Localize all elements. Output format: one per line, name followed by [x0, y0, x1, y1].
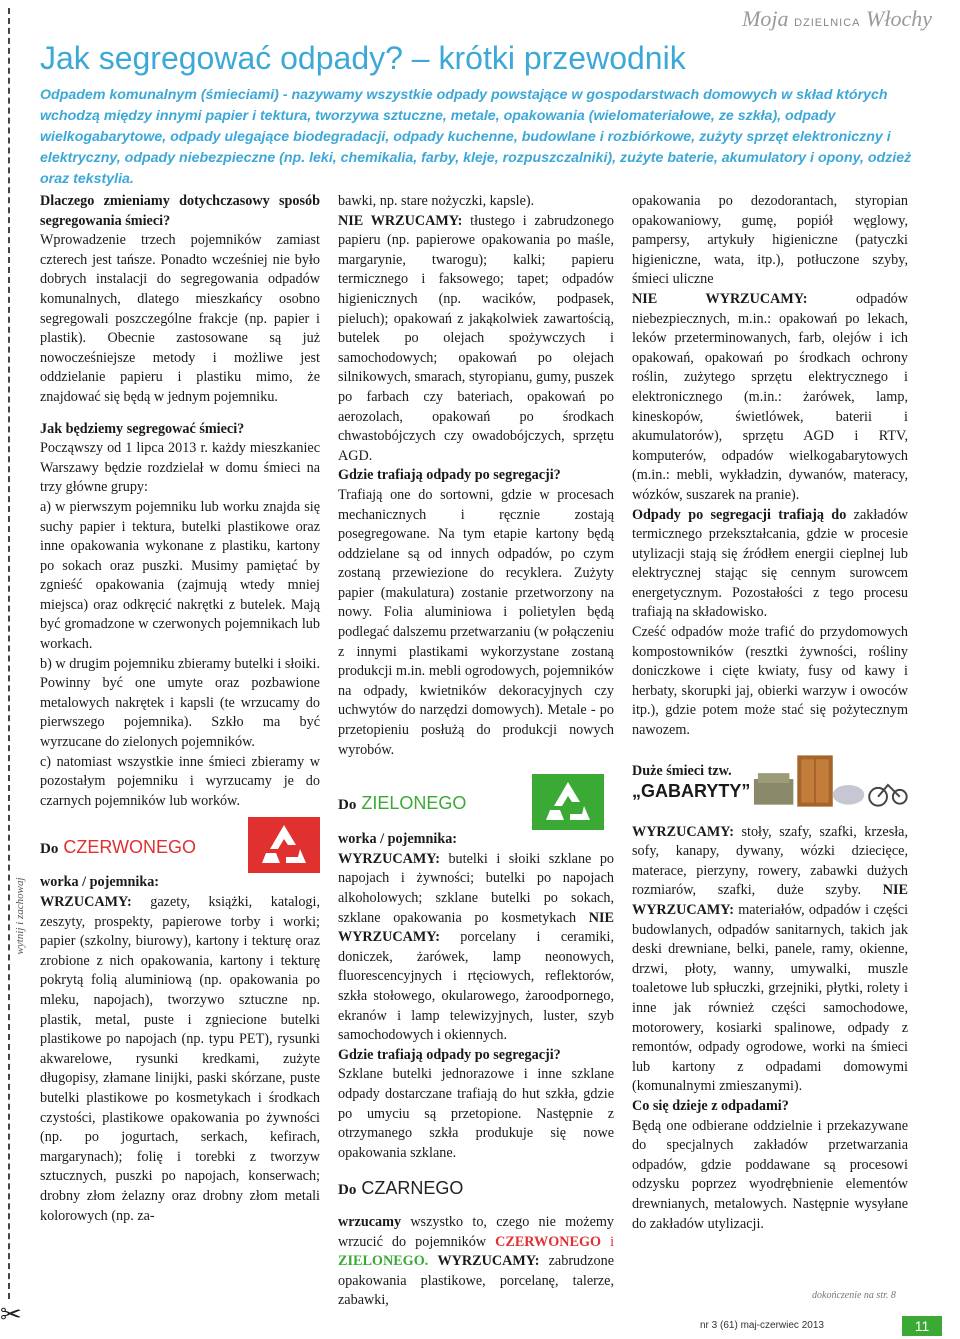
paragraph: Odpady po segregacji trafiają do zakładów termicznego przekształcania, gdzie w procesie utylizacji stają się źródłem energii cieplnej lub elektrycznej stając się cennym surowcem energetycznym. Pozostałości z tego procesu trafiają na składowisko.: [632, 506, 909, 621]
paragraph: a) w pierwszym pojemniku lub worku znajda się suchy papier i tektura, butelki plastikowe oraz inne opakowania wykonane z plastiku, kartony po sokach oraz puszki. Musimy pamiętać by zgnieść opakowania (zajmują wtedy mniej miejsca) oraz odkręcić nakrętki z butelek. Mają być gromadzone w czerwonych pojemnikach lub workach.: [40, 498, 320, 653]
bin-subheading: worka / pojemnika:: [338, 831, 458, 848]
scissors-icon: ✂: [0, 1300, 22, 1329]
gabaryty-heading: „GABARYTY”: [632, 780, 751, 801]
paragraph: Cześć odpadów może trafić do przydomowych kompostowników (resztki żywności, rośliny doniczkowe i cięte kwiaty, fusy od kawy i herbaty, skorupki jaj, obierki warzyw i owoców itp.), gdzie potem może stać się pożytecznym nawozem.: [632, 624, 908, 739]
paragraph: Szklane butelki jednorazowe i inne szklane odpady dostarczane trafiają do hut szkła, gdzie po umyciu są przetopione. Następnie z otrzymanego szkła produkuje się nowe opakowania szklane.: [338, 1066, 614, 1161]
bulky-waste-icon: [750, 753, 908, 811]
paragraph: Wprowadzenie trzech pojemników zamiast czterech jest tańsze. Ponadto wcześniej nie było dobrych instalacji do segregowania odpadów komunalnych, dlatego mieszkańcy osobno segregowali poszczególne frakcje (np. papier i plastik). Obecnie zastosowane są już nowocześniejsze metody i możliwe jest oddzielanie papieru i plastiku mimo, że znajdować się będą w jednym pojemniku.: [40, 232, 320, 405]
black-bin-heading: Do CZARNEGO: [338, 1178, 464, 1199]
column-2: [338, 192, 614, 1311]
paragraph: b) w drugim pojemniku zbieramy butelki i słoiki. Powinny być one umyte oraz pozbawione metalowych nakrętek i kapsli (te wrzucamy do pierwszego pojemnika). Szkło ma być wyrzucane do zielonych pojemników.: [40, 655, 320, 751]
paragraph: WYRZUCAMY: butelki i słoiki szklane po napojach i żywności; butelki po napojach alkoholowych; szklane butelki po sokach, szklane opakowania po kosmetykach NIE WYRZUCAMY: porcelany i ceramiki, doniczek, żarówek, lamp neonowych, fluorescencyjnych i rtęciowych, reflektorów, szkła stołowego, okularowego, żaroodpornego, ekranów i lamp telewizyjnych, luster, szyb samochodowych i okiennych.: [338, 850, 615, 1044]
red-bin-heading: Do CZERWONEGO: [40, 836, 197, 857]
column-1: [40, 192, 320, 1226]
question-heading: Dlaczego zmieniamy dotychczasowy sposób segregowania śmieci?: [40, 193, 320, 229]
question-heading: Co się dzieje z odpadami?: [632, 1097, 789, 1114]
column-3: [632, 192, 908, 1234]
masthead-dzielnica: DZIELNICA: [794, 17, 861, 29]
question-heading: Jak będziemy segregować śmieci?: [40, 420, 245, 437]
paragraph: bawki, np. stare nożyczki, kapsle).: [338, 193, 535, 209]
recycle-icon: [532, 774, 604, 830]
question-heading: Gdzie trafiają odpady po segregacji?: [338, 467, 561, 484]
page-number: 11: [902, 1316, 942, 1336]
issue-number: nr 3 (61) maj-czerwiec 2013: [700, 1320, 824, 1331]
paragraph: WYRZUCAMY: stoły, szafy, szafki, krzesła, sofy, kanapy, dywany, wózki dziecięce, materace, pierzyny, rowery, zabawki dużych rozmiarów, szafki, duże szyby. NIE WYRZUCAMY: materiałów, odpadów i części budowlanych, odpadów sanitarnych, takich jak deski drewniane, belki, panele, ramy, okienne, drzwi, płoty, wanny, umywalki, muszle toaletowe lub spłuczki, grzejniki, płytki, rolety i inne jak również części samochodowe, motorowery, kosiarki spalinowe, odpady z remontów, odpady ogrodowe, worki na śmieci lub kartony z odpadami domowymi (komunalnymi zmieszanymi).: [632, 823, 909, 1095]
paragraph: opakowania po dezodorantach, styropian opakowaniowy, gumę, popiół węglowy, pampersy, artykuły higieniczne (patyczki higieniczne, wata, itp.), potłuczone szyby, śmieci uliczne: [632, 193, 908, 288]
paragraph: Trafiają one do sortowni, gdzie w procesach mechanicznych i ręcznie zostają posegregowane. Na tym etapie kartony będą oddzielane są od innych odpadów, po czym zostaną przewiezione do recyklera. Zużyty papier (makulatura) zostanie przetworzony na nowy. Folia aluminiowa i polietylen będą podlegać dalszemu przetwarzaniu (w połączeniu z innymi plastikami wykorzystane zostaną produkcji m.in. mebli ogrodowych, pojemników na odpady, kwietników dekoracyjnych czy uchwytów do narzędzi domowych). Metale - po przetopieniu posłużą do produkcji nowych wyrobów.: [338, 486, 614, 758]
paragraph: Począwszy od 1 lipca 2013 r. każdy mieszkaniec Warszawy będzie rozdzielał w domu śmieci na trzy główne grupy:: [40, 440, 320, 496]
paragraph: wrzucamy wszystko to, czego nie możemy wrzucić do pojemników CZERWONEGO i ZIELONEGO. WYRZUCAMY: zabrudzone opakowania plastikowe, porcelanę, talerze, zabawki,: [338, 1213, 615, 1309]
continued-note: dokończenie na str. 8: [812, 1290, 896, 1301]
masthead-wlochy: Włochy: [866, 6, 932, 31]
recycle-icon: [248, 817, 320, 873]
question-heading: Gdzie trafiają odpady po segregacji?: [338, 1046, 561, 1063]
paragraph: NIE WRZUCAMY: tłustego i zabrudzonego papieru (np. papierowe opakowania po maśle, margarynie, twarogu); kalki; papieru termicznego i faksowego; tapet; odpadów higienicznych (np. wacików, podpasek, pieluch); opakowań z jakąkolwiek zawartością, butelek po olejach spożywczych i samochodowych; opakowań po olejach silnikowych, smarach, styropianu, gumy, puszek po farbach czy bateriach, opakowań po aerozolach, opakowań po środkach chwastobójczych czy owadobójczych, sprzętu AGD.: [338, 212, 615, 464]
bulky-heading: Duże śmieci tzw.: [632, 763, 732, 780]
paragraph: Będą one odbierane oddzielnie i przekazywane do specjalnych zakładów przetwarzania odpadów, gdzie poddawane są procesowi odzysku poprzez wyodrębnienie elementów drewnianych, metalowych. Następnie wysyłane do zakładów utylizacji.: [632, 1117, 908, 1232]
cut-label: wytnij i zachowaj: [14, 877, 26, 955]
paragraph: WRZUCAMY: gazety, książki, katalogi, zeszyty, prospekty, papierowe torby i worki; papier (szkolny, biurowy), kartony i tekturę oraz zrobione z nich opakowania, kartony i tekturę pokrytą folią aluminiową (np. opakowania po mleku, napojach), tworzywo sztuczne np. plastik, metal, puste i zgniecione butelki plastikowe po napojach (np. typu PET), rysunki akwarelowe, rysunki kredkami, zużyte długopisy, złamane linijki, paski skórzane, puste butelki plastikowe po kosmetykach i środkach czystości, plastikowe opakowania po żywności (np. po jogurtach, serkach, kefirach, margarynach); folię i torebki z tworzyw sztucznych, puszki po napojach, konserwach; drobny złom żelazny oraz drobny złom metali kolorowych (np. za-: [40, 894, 320, 1224]
page-title: Jak segregować odpady? – krótki przewodnik: [40, 40, 686, 76]
lead-paragraph: Odpadem komunalnym (śmieciami) - nazywamy wszystkie odpady powstające w gospodarstwach domowych w skład których wchodzą między innymi papier i tektura, tworzywa sztuczne, metale, opakowania (wielomateriałowe, ze szkła), odpady wielkogabarytowe, odpady ulegające biodegradacji, odpady kuchenne, budowlane i rozbiórkowe, zużyty sprzęt elektroniczny i elektryczny, odpady niebezpieczne (np. leki, chemikalia, farby, kleje, rozpuszczalniki), zużyte baterie, akumulatory i opony, odzież oraz tekstylia.: [40, 87, 912, 187]
cut-line: [8, 8, 10, 1299]
paragraph: c) natomiast wszystkie inne śmieci zbieramy w pozostałym pojemniku i wyrzucamy je do czarnych pojemników lub worków.: [40, 753, 320, 809]
green-bin-heading: Do ZIELONEGO: [338, 793, 467, 814]
paragraph: NIE WYRZUCAMY: odpadów niebezpiecznych, m.in.: opakowań po lekach, leków przeterminowanych, farb, olejów i ich opakowań, opakowań po środkach ochrony roślin, zużytego sprzętu elektrycznego i elektronicznego (m.in.: żarówek, lamp, kineskopów, świetlówek, baterii i akumulatorów), sprzętu AGD i RTV, komputerów, odpadów wielkogabarytowych (m.in.: mebli, wykładzin, dywanów, materacy, wózków, suszarek na pranie).: [632, 290, 908, 503]
bin-subheading: worka / pojemnika:: [40, 874, 160, 891]
masthead-moja: Moja: [742, 6, 789, 31]
masthead: [742, 6, 932, 32]
